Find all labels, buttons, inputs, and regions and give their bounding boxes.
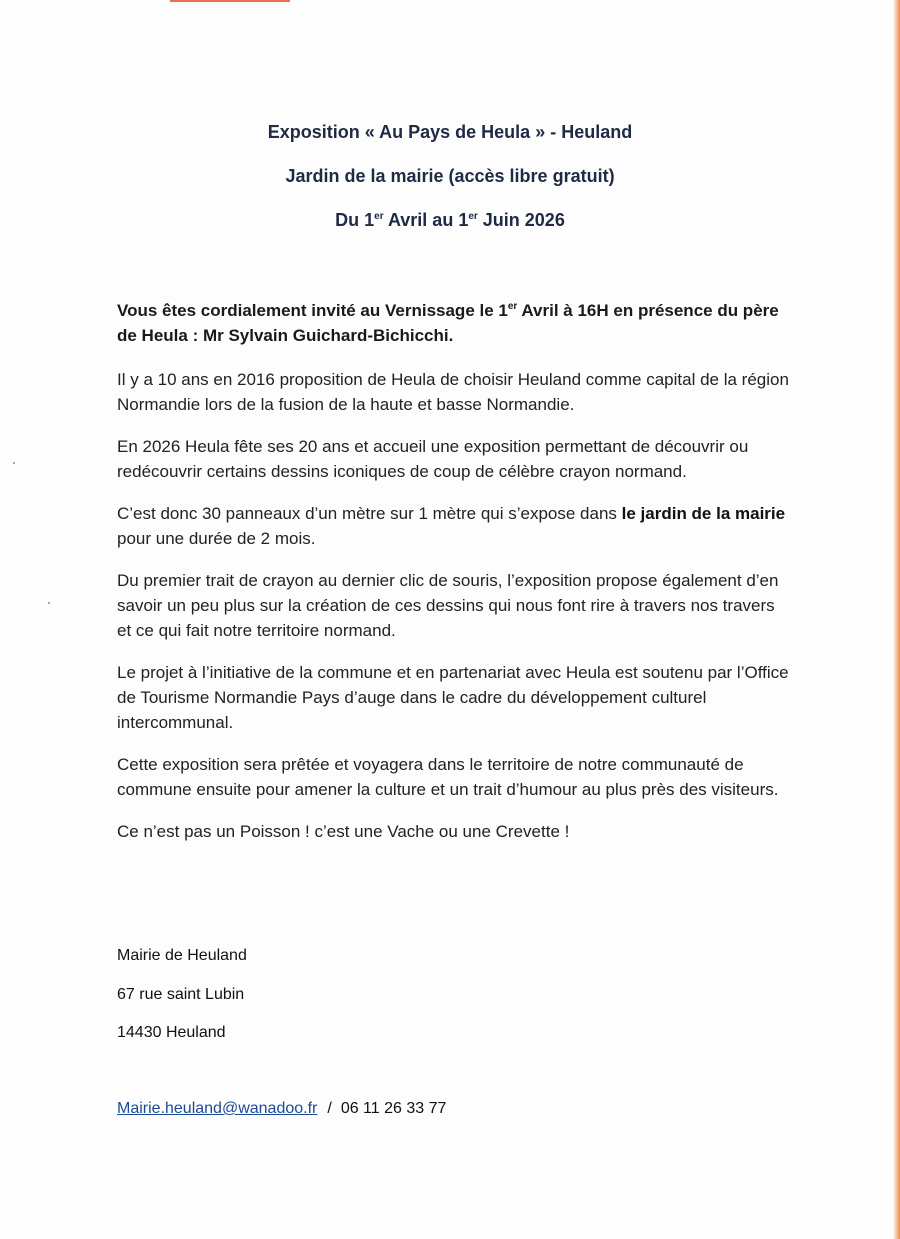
invite-ordinal: er	[507, 301, 518, 312]
exhibition-venue: Jardin de la mairie (accès libre gratuit)	[285, 166, 615, 186]
dates-prefix: Du 1	[335, 210, 375, 230]
email-link[interactable]: Mairie.heuland@wanadoo.fr	[117, 1100, 318, 1117]
contact-separator: /	[327, 1100, 332, 1117]
exhibition-title: Exposition « Au Pays de Heula » - Heuland	[267, 122, 633, 142]
letter-body	[117, 298, 792, 861]
paragraph-partnership: Le projet à l’initiative de la commune et en partenariat avec Heula est soutenu par l’Office de Tourisme Normandie Pays d’auge dans le cadre du développement culturel intercommunal.	[117, 663, 789, 732]
panels-text-before: C’est donc 30 panneaux d’un mètre sur 1 mètre qui s’expose dans	[117, 504, 622, 523]
paragraph-panels	[117, 501, 792, 551]
invite-text-2: Avril à 16H en présence du père de Heula : Mr Sylvain Guichard-Bichicchi.	[117, 301, 779, 345]
paragraph-history: Il y a 10 ans en 2016 proposition de Heula de choisir Heuland comme capital de la région Normandie lors de la fusion de la haute et basse Normandie.	[117, 370, 789, 414]
invite-text-1: Vous êtes cordialement invité au Vernissage le 1	[117, 301, 508, 320]
document-header	[0, 120, 900, 252]
address-city: 14430 Heuland	[117, 1024, 226, 1041]
contact-line	[117, 1100, 446, 1118]
address-name: Mairie de Heuland	[117, 947, 247, 964]
paragraph-content: Du premier trait de crayon au dernier clic de souris, l’exposition propose également d’en savoir un peu plus sur la création de ces dessins qui nous font rire à travers nos travers et ce qui fait notre territoire normand.	[117, 571, 779, 640]
address-block	[117, 946, 247, 1062]
scan-speck	[48, 602, 50, 604]
dates-ordinal-1: er	[374, 211, 384, 222]
paragraph-joke: Ce n’est pas un Poisson ! c’est une Vache ou une Crevette !	[117, 822, 570, 841]
paragraph-anniversary: En 2026 Heula fête ses 20 ans et accueil une exposition permettant de découvrir ou redécouvrir certains dessins iconiques de coup de célèbre crayon normand.	[117, 437, 749, 481]
dates-middle: Avril au 1	[383, 210, 469, 230]
address-street: 67 rue saint Lubin	[117, 985, 245, 1003]
dates-suffix: Juin 2026	[477, 210, 565, 230]
scan-artifact-top	[170, 0, 290, 2]
phone-number: 06 11 26 33 77	[340, 1100, 447, 1117]
panels-text-after: pour une durée de 2 mois.	[117, 529, 316, 548]
scan-speck	[13, 462, 15, 464]
paragraph-travel: Cette exposition sera prêtée et voyagera dans le territoire de notre communauté de commune ensuite pour amener la culture et un trait d’humour au plus près des visiteurs.	[117, 755, 779, 799]
dates-ordinal-2: er	[468, 211, 478, 222]
exhibition-dates	[0, 208, 900, 252]
invitation-paragraph	[117, 298, 792, 348]
panels-location-bold: le jardin de la mairie	[621, 504, 786, 523]
